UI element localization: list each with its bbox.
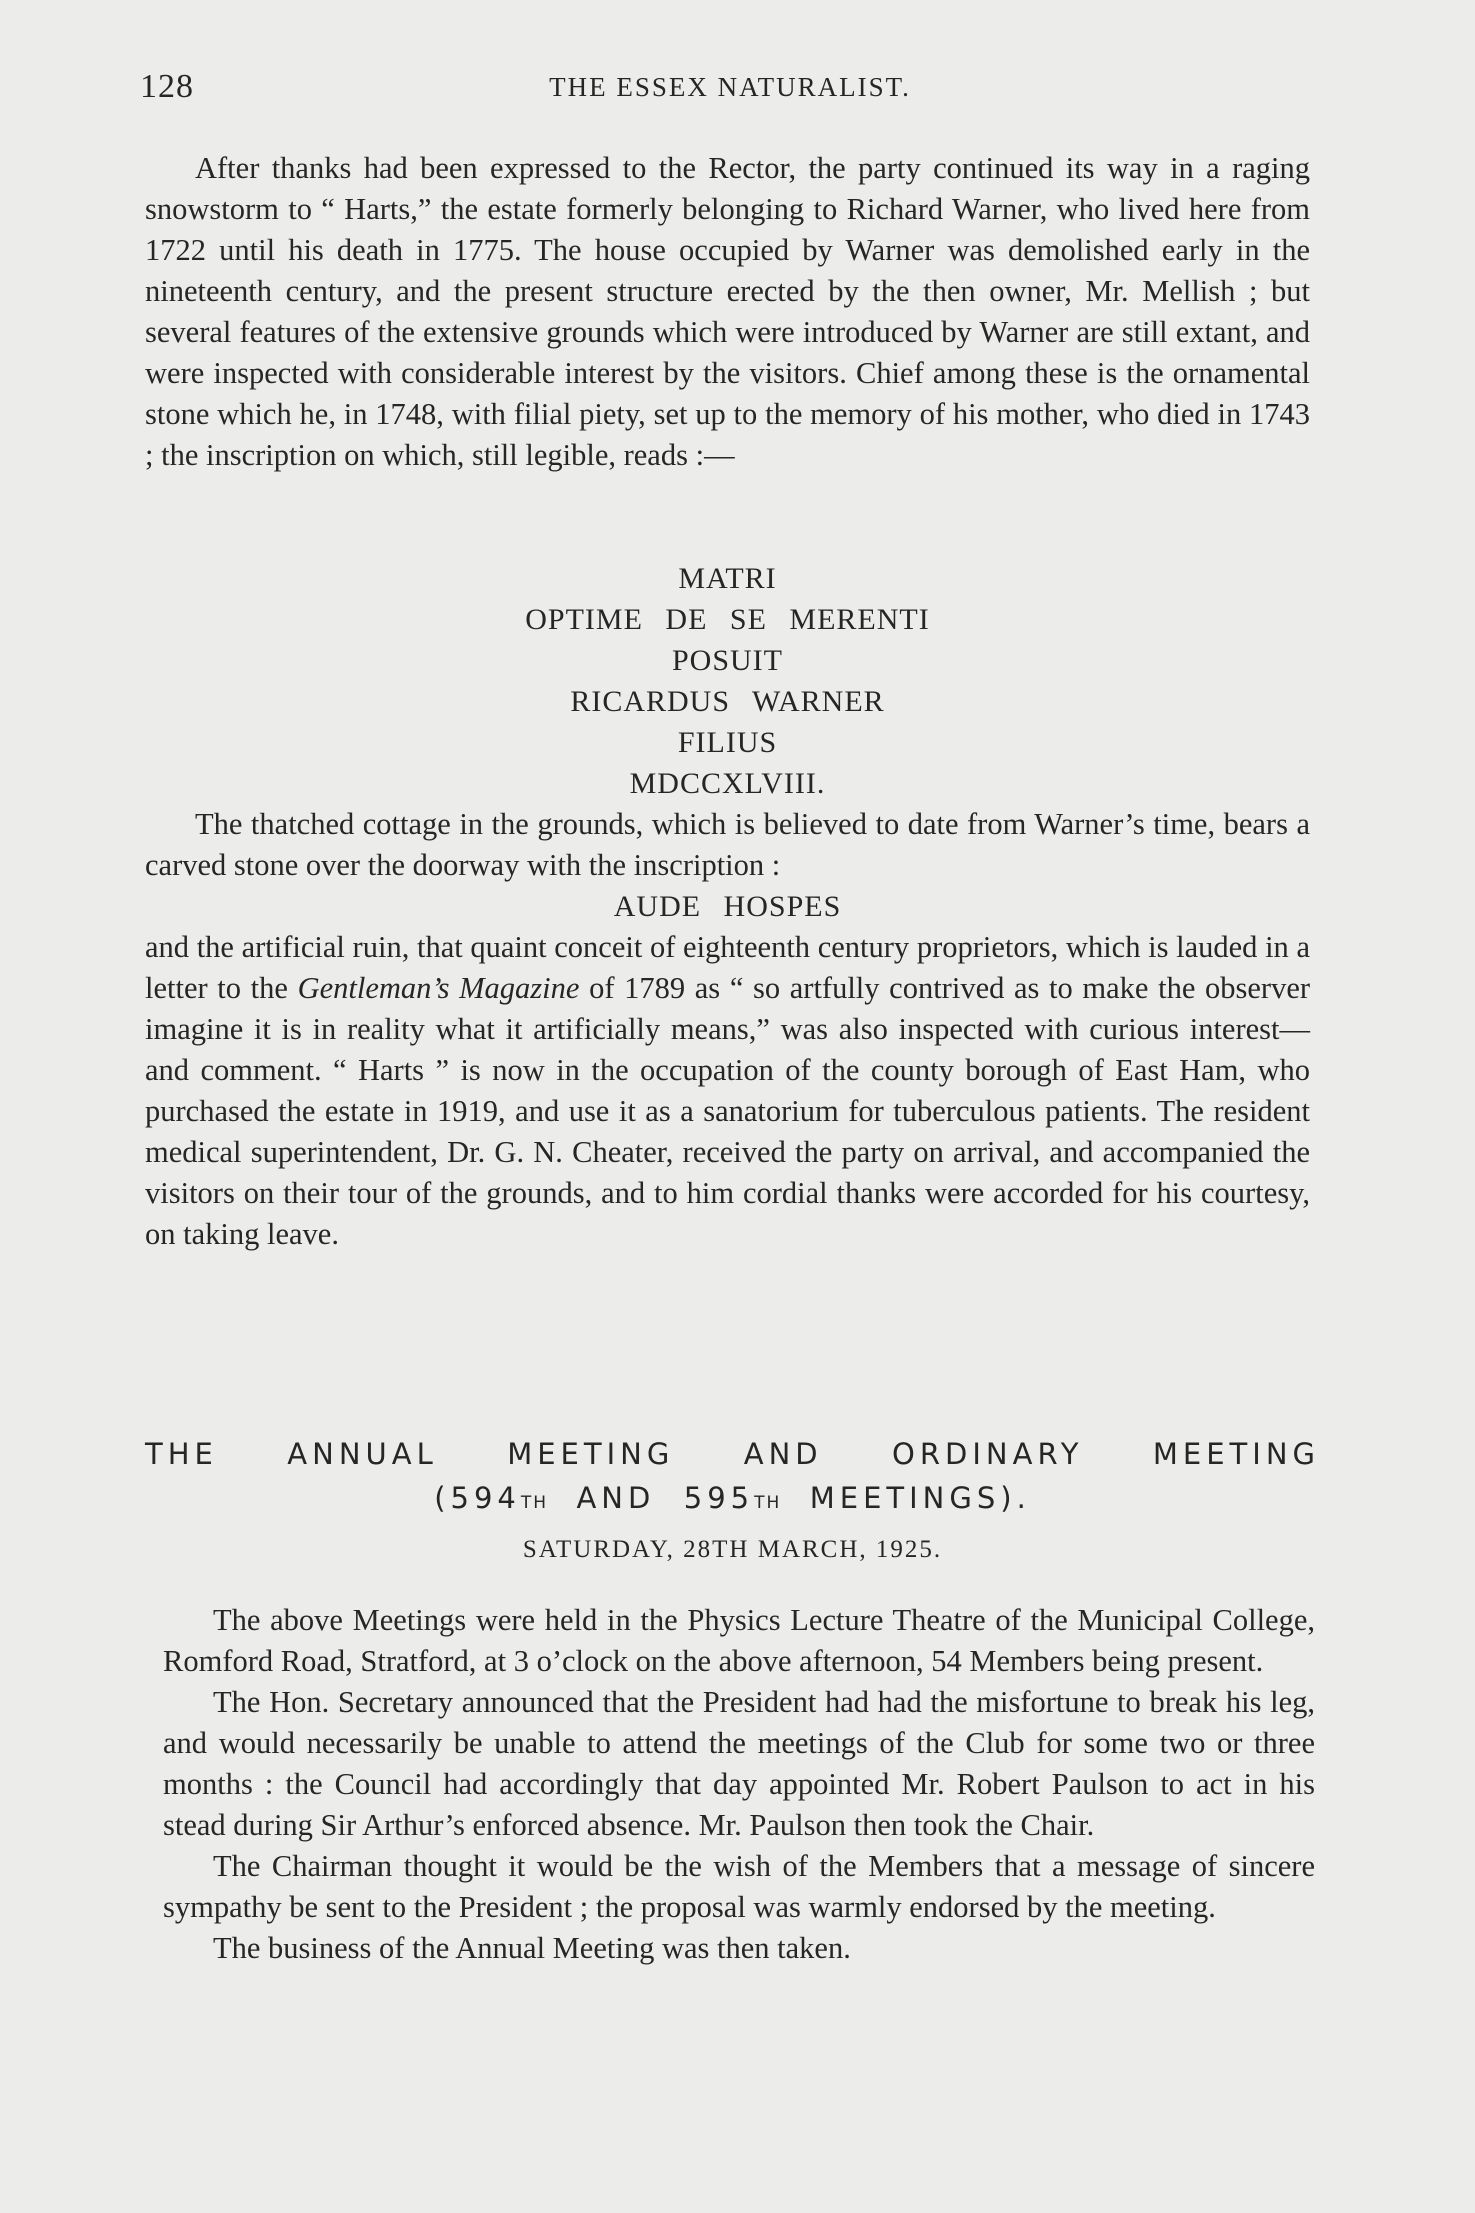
meeting-date: SATURDAY, 28TH MARCH, 1925. xyxy=(522,1536,943,1563)
heading-word: ORDINARY xyxy=(892,1437,1084,1471)
heading-word: ANNUAL xyxy=(287,1437,438,1471)
heading-line xyxy=(145,1476,1320,1525)
paragraph-text: The Hon. Secretary announced that the President had had the misfortune to break his leg, and would necessarily be unable to attend the meetings of the Club for some two or three months : the Council had accordingly that day appointed Mr. Robert Paulson to act in his stead during Sir Arthur’s enforced absence. Mr. Paulson then took the Chair. xyxy=(163,1685,1315,1842)
heading-word: MEETING xyxy=(507,1437,675,1471)
running-head xyxy=(140,68,1320,108)
doorway-inscription: AUDE HOSPES xyxy=(613,890,842,923)
heading-word: AND xyxy=(743,1437,823,1471)
heading-word: MEETINGS). xyxy=(809,1481,1031,1515)
paragraph-text: The thatched cottage in the grounds, which is believed to date from Warner’s time, bears a carved stone over the doorway with the inscription : xyxy=(145,807,1310,882)
section-heading xyxy=(145,1432,1320,1525)
inscription-line: POSUIT xyxy=(671,644,783,677)
paragraph-text xyxy=(145,927,1310,1255)
paragraph-text: The above Meetings were held in the Physics Lecture Theatre of the Municipal College, Romford Road, Stratford, at 3 o’clock on the above afternoon, 54 Members being present. xyxy=(163,1603,1315,1678)
paragraph-text: The business of the Annual Meeting was then taken. xyxy=(213,1931,851,1965)
inscription-line: OPTIME DE SE MERENTI xyxy=(525,603,930,636)
paragraph-text: The Chairman thought it would be the wish of the Members that a message of sincere sympathy be sent to the President ; the proposal was warmly endorsed by the meeting. xyxy=(163,1849,1315,1924)
meeting-number: (594 xyxy=(434,1481,521,1515)
inscription-line: FILIUS xyxy=(677,726,778,759)
ordinal-suffix: TH xyxy=(754,1493,782,1513)
meeting-number: 595 xyxy=(683,1481,755,1515)
inscription-line: MDCCXLVIII. xyxy=(629,767,826,800)
thatched-cottage-paragraph xyxy=(145,804,1310,886)
inscription-line: RICARDUS WARNER xyxy=(570,685,885,718)
heading-word: MEETING xyxy=(1152,1437,1320,1471)
artificial-ruin-paragraph xyxy=(145,927,1310,1255)
heading-word: AND xyxy=(576,1481,656,1515)
inscription-line: MATRI xyxy=(678,562,777,595)
heading-line xyxy=(145,1432,1320,1476)
paragraph-text-part: of 1789 as “ so artfully contrived as to make the observer imagine it is in reality what it artificially means,” was also inspected with curious interest—and comment. “ Harts ” is now in the occupation of the county borough of East Ham, who purchased the estate in 1919, and use it as a sanatorium for tuberculous patients. The resident medical superintendent, Dr. G. N. Cheater, received the party on arrival, and accompanied the visitors on their tour of the grounds, and to him cordial thanks were accorded for his courtesy, on taking leave. xyxy=(145,971,1311,1251)
paragraph-text: After thanks had been expressed to the Rector, the party continued its way in a raging snowstorm to “ Harts,” the estate formerly belonging to Richard Warner, who lived here from 1722 until his death in 1775. The house occupied by Warner was demolished early in the nineteenth century, and the present structure erected by the then owner, Mr. Mellish ; but several features of the extensive grounds which were introduced by Warner are still extant, and were inspected with considerable interest by the visitors. Chief among these is the ornamental stone which he, in 1748, with filial piety, set up to the memory of his mother, who died in 1743 ; the inscription on which, still legible, reads :— xyxy=(145,151,1310,472)
paragraph-text-part: and the artificial ruin, that quaint conceit of eighteenth century proprietors, which is lauded in a letter to the xyxy=(145,930,1310,1005)
matri-inscription xyxy=(145,558,1310,804)
ordinal-suffix: TH xyxy=(520,1493,549,1513)
magazine-title: Gentleman’s Magazine xyxy=(297,971,580,1005)
heading-word: THE xyxy=(145,1437,218,1471)
page-number: 128 xyxy=(140,68,194,105)
harts-visit-paragraph xyxy=(145,148,1310,476)
meeting-report xyxy=(163,1600,1315,1969)
journal-title: THE ESSEX NATURALIST. xyxy=(549,72,911,102)
